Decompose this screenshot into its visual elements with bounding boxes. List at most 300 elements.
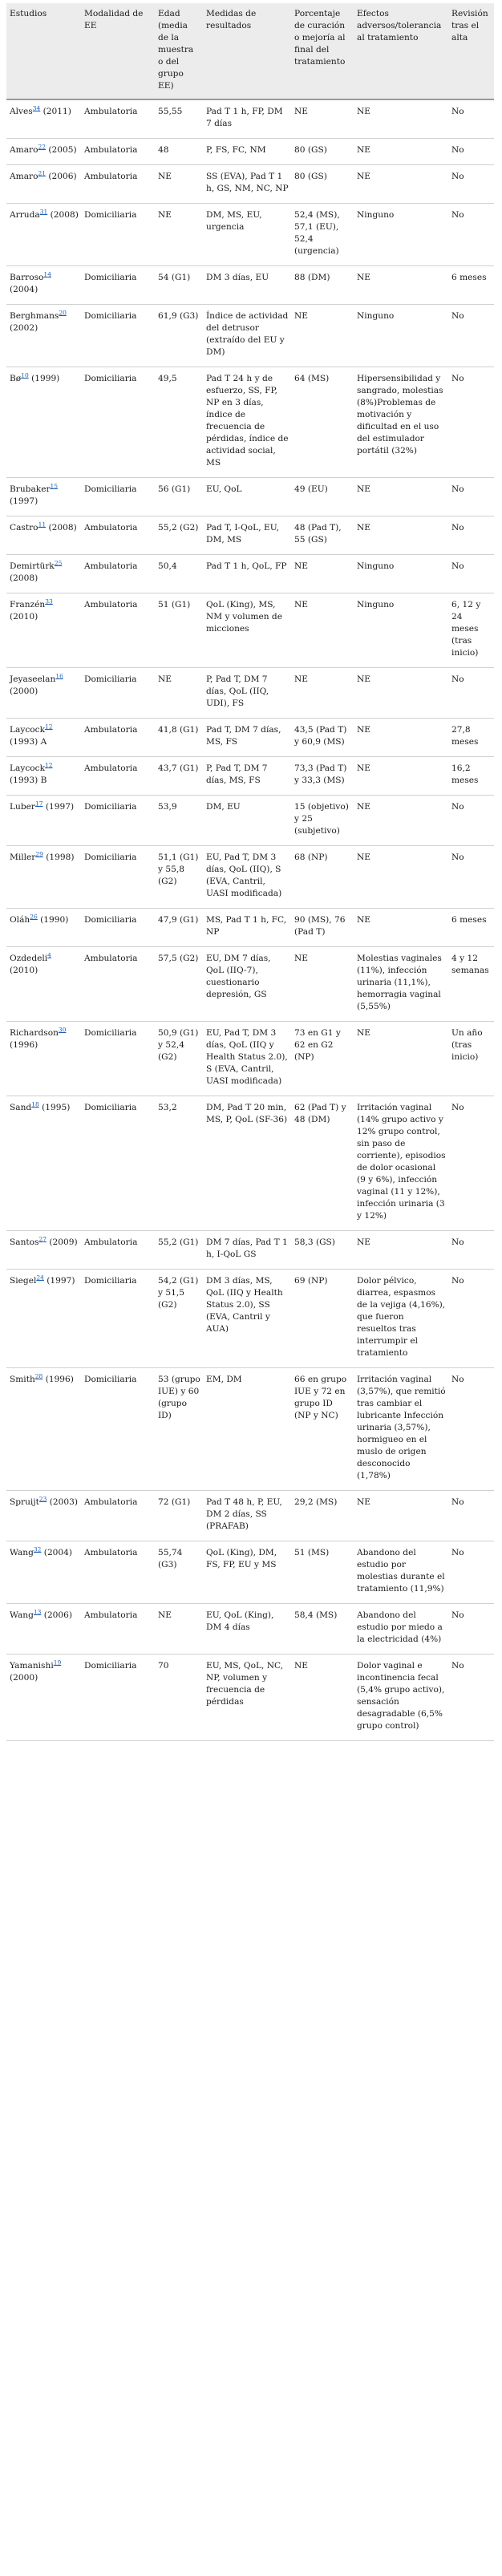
- age-cell: 55,55: [155, 99, 203, 139]
- study-author: Wang: [10, 1610, 34, 1620]
- study-cell: [6, 266, 81, 305]
- adverse-effects-cell: NE: [354, 478, 448, 516]
- study-cell: [6, 204, 81, 266]
- study-author: Laycock: [10, 725, 45, 735]
- modality-cell: Domiciliaria: [81, 668, 155, 719]
- study-year: (1997): [43, 1276, 75, 1286]
- modality-cell: Ambulatoria: [81, 947, 155, 1022]
- review-cell: No: [448, 1096, 494, 1231]
- modality-cell: Ambulatoria: [81, 1231, 155, 1270]
- measures-cell: EU, Pad T, DM 3 días, QoL (IIQ y Health Status 2.0), S (EVA, Cantril, UASI modificada): [203, 1022, 291, 1096]
- adverse-effects-cell: NE: [354, 719, 448, 757]
- measures-cell: DM 3 días, EU: [203, 266, 291, 305]
- review-cell: No: [448, 1270, 494, 1368]
- modality-cell: Domiciliaria: [81, 846, 155, 909]
- age-cell: 57,5 (G2): [155, 947, 203, 1022]
- review-cell: No: [448, 99, 494, 139]
- cure-rate-cell: 52,4 (MS), 57,1 (EU), 52,4 (urgencia): [291, 204, 354, 266]
- measures-cell: P, Pad T, DM 7 días, MS, FS: [203, 757, 291, 796]
- study-author: Ozdedeli: [10, 954, 48, 963]
- cure-rate-cell: 58,4 (MS): [291, 1604, 354, 1655]
- age-cell: 53 (grupo IUE) y 60 (grupo ID): [155, 1368, 203, 1491]
- cure-rate-cell: 58,3 (GS): [291, 1231, 354, 1270]
- age-cell: NE: [155, 204, 203, 266]
- adverse-effects-cell: Abandono del estudio por miedo a la electricidad (4%): [354, 1604, 448, 1655]
- study-author: Franzén: [10, 600, 46, 610]
- study-cell: [6, 555, 81, 593]
- header-age: Edad (media de la muestra o del grupo EE): [155, 3, 203, 99]
- header-row: [6, 3, 494, 99]
- study-cell: [6, 846, 81, 909]
- header-review: Revisión tras el alta: [448, 3, 494, 99]
- review-cell: No: [448, 1655, 494, 1741]
- study-cell: [6, 1231, 81, 1270]
- study-author: Demirtürk: [10, 561, 55, 571]
- review-cell: No: [448, 1541, 494, 1604]
- cure-rate-cell: 88 (DM): [291, 266, 354, 305]
- reference-link[interactable]: 33: [45, 597, 53, 606]
- study-year: (2008): [46, 523, 77, 533]
- table-row: [6, 1541, 494, 1604]
- study-author: Arruda: [10, 210, 40, 220]
- study-cell: [6, 305, 81, 367]
- measures-cell: Pad T 24 h y de esfuerzo, SS, FP, NP en 3 días, índice de frecuencia de pérdidas, índice de actividad social, MS: [203, 367, 291, 478]
- table-row: [6, 796, 494, 846]
- review-cell: 4 y 12 semanas: [448, 947, 494, 1022]
- review-cell: No: [448, 668, 494, 719]
- measures-cell: DM, MS, EU, urgencia: [203, 204, 291, 266]
- table-body: [6, 99, 494, 1741]
- study-year: (2000): [10, 687, 38, 696]
- table-row: [6, 947, 494, 1022]
- modality-cell: Ambulatoria: [81, 1491, 155, 1541]
- adverse-effects-cell: Molestias vaginales (11%), infección urinaria (11,1%), hemorragia vaginal (5,55%): [354, 947, 448, 1022]
- study-year: (2011): [40, 107, 71, 116]
- review-cell: No: [448, 796, 494, 846]
- table-row: [6, 1604, 494, 1655]
- table-row: [6, 909, 494, 947]
- study-year: (1996): [43, 1375, 74, 1384]
- adverse-effects-cell: Hipersensibilidad y sangrado, molestias (8%)Problemas de motivación y dificultad en el uso del estimulador portátil (32%): [354, 367, 448, 478]
- reference-link[interactable]: 4: [47, 951, 51, 959]
- reference-link[interactable]: 20: [59, 309, 67, 317]
- review-cell: 6 meses: [448, 266, 494, 305]
- cure-rate-cell: 51 (MS): [291, 1541, 354, 1604]
- table-row: [6, 1096, 494, 1231]
- adverse-effects-cell: NE: [354, 266, 448, 305]
- adverse-effects-cell: NE: [354, 1491, 448, 1541]
- cure-rate-cell: NE: [291, 593, 354, 668]
- table-row: [6, 1655, 494, 1741]
- age-cell: 41,8 (G1): [155, 719, 203, 757]
- table-row: [6, 757, 494, 796]
- studies-table: [6, 3, 494, 1741]
- review-cell: No: [448, 1368, 494, 1491]
- cure-rate-cell: 62 (Pad T) y 48 (DM): [291, 1096, 354, 1231]
- adverse-effects-cell: Ninguno: [354, 555, 448, 593]
- adverse-effects-cell: Irritación vaginal (3,57%), que remitió tras cambiar el lubricante Infección urinaria (3,57%), hormigueo en el muslo de origen desconocido (1,78%): [354, 1368, 448, 1491]
- reference-link[interactable]: 12: [45, 723, 53, 731]
- adverse-effects-cell: Dolor vaginal e incontinencia fecal (5,4% grupo activo), sensación desagradable (6,5% grupo control): [354, 1655, 448, 1741]
- reference-link[interactable]: 22: [38, 143, 47, 151]
- measures-cell: P, FS, FC, NM: [203, 139, 291, 165]
- age-cell: 54 (G1): [155, 266, 203, 305]
- reference-link[interactable]: 18: [31, 1100, 39, 1108]
- review-cell: No: [448, 516, 494, 555]
- modality-cell: Domiciliaria: [81, 305, 155, 367]
- age-cell: 72 (G1): [155, 1491, 203, 1541]
- table-row: [6, 165, 494, 204]
- modality-cell: Ambulatoria: [81, 593, 155, 668]
- table-row: [6, 266, 494, 305]
- table-row: [6, 1491, 494, 1541]
- study-cell: [6, 1491, 81, 1541]
- table-row: [6, 555, 494, 593]
- study-cell: [6, 139, 81, 165]
- modality-cell: Domiciliaria: [81, 909, 155, 947]
- reference-link[interactable]: 13: [33, 1608, 42, 1616]
- table-row: [6, 846, 494, 909]
- measures-cell: SS (EVA), Pad T 1 h, GS, NM, NC, NP: [203, 165, 291, 204]
- study-year: (1997): [10, 496, 38, 506]
- table-row: [6, 1022, 494, 1096]
- header-modality: Modalidad de EE: [81, 3, 155, 99]
- review-cell: No: [448, 165, 494, 204]
- measures-cell: DM, Pad T 20 min, MS, P, QoL (SF-36): [203, 1096, 291, 1231]
- adverse-effects-cell: Ninguno: [354, 204, 448, 266]
- table-row: [6, 668, 494, 719]
- age-cell: 61,9 (G3): [155, 305, 203, 367]
- cure-rate-cell: 29,2 (MS): [291, 1491, 354, 1541]
- measures-cell: MS, Pad T 1 h, FC, NP: [203, 909, 291, 947]
- study-year: (2000): [10, 1673, 38, 1683]
- study-cell: [6, 593, 81, 668]
- adverse-effects-cell: NE: [354, 909, 448, 947]
- adverse-effects-cell: Abandono del estudio por molestias durante el tratamiento (11,9%): [354, 1541, 448, 1604]
- study-year: (1993) B: [10, 776, 47, 785]
- measures-cell: QoL (King), DM, FS, FP, EU y MS: [203, 1541, 291, 1604]
- adverse-effects-cell: NE: [354, 99, 448, 139]
- age-cell: NE: [155, 165, 203, 204]
- study-author: Oláh: [10, 915, 30, 925]
- review-cell: Un año (tras inicio): [448, 1022, 494, 1096]
- table-row: [6, 719, 494, 757]
- review-cell: No: [448, 1231, 494, 1270]
- study-year: (2002): [10, 323, 38, 333]
- age-cell: 51 (G1): [155, 593, 203, 668]
- reference-link[interactable]: 10: [21, 371, 29, 379]
- study-year: (2005): [46, 145, 77, 155]
- reference-link[interactable]: 31: [39, 208, 48, 216]
- review-cell: 6, 12 y 24 meses (tras inicio): [448, 593, 494, 668]
- study-year: (1998): [43, 853, 75, 862]
- study-year: (1995): [38, 1103, 71, 1112]
- reference-link[interactable]: 28: [34, 1372, 43, 1380]
- study-author: Spruijt: [10, 1497, 39, 1507]
- age-cell: 54,2 (G1) y 51,5 (G2): [155, 1270, 203, 1368]
- cure-rate-cell: 66 en grupo IUE y 72 en grupo ID (NP y NC): [291, 1368, 354, 1491]
- reference-link[interactable]: 25: [54, 559, 63, 567]
- review-cell: No: [448, 305, 494, 367]
- study-author: Amaro: [10, 172, 38, 181]
- modality-cell: Domiciliaria: [81, 1022, 155, 1096]
- table-row: [6, 139, 494, 165]
- table-header: [6, 3, 494, 99]
- measures-cell: EU, DM 7 días, QoL (IIQ-7), cuestionario depresión, GS: [203, 947, 291, 1022]
- reference-link[interactable]: 21: [38, 169, 47, 177]
- age-cell: 43,7 (G1): [155, 757, 203, 796]
- study-author: Laycock: [10, 763, 45, 773]
- reference-link[interactable]: 16: [55, 672, 63, 680]
- measures-cell: Pad T 1 h, FP, DM 7 días: [203, 99, 291, 139]
- cure-rate-cell: 69 (NP): [291, 1270, 354, 1368]
- studies-table-container: [6, 0, 496, 1741]
- cure-rate-cell: NE: [291, 668, 354, 719]
- age-cell: 55,74 (G3): [155, 1541, 203, 1604]
- cure-rate-cell: NE: [291, 947, 354, 1022]
- study-year: (2004): [41, 1548, 73, 1557]
- reference-link[interactable]: 11: [38, 520, 47, 529]
- reference-link[interactable]: 29: [35, 850, 43, 858]
- measures-cell: Pad T, I-QoL, EU, DM, MS: [203, 516, 291, 555]
- age-cell: 56 (G1): [155, 478, 203, 516]
- study-cell: [6, 165, 81, 204]
- cure-rate-cell: 73,3 (Pad T) y 33,3 (MS): [291, 757, 354, 796]
- age-cell: 55,2 (G1): [155, 1231, 203, 1270]
- review-cell: No: [448, 1604, 494, 1655]
- review-cell: No: [448, 367, 494, 478]
- age-cell: 49,5: [155, 367, 203, 478]
- table-row: [6, 1270, 494, 1368]
- adverse-effects-cell: Ninguno: [354, 305, 448, 367]
- modality-cell: Ambulatoria: [81, 719, 155, 757]
- reference-link[interactable]: 30: [58, 1026, 67, 1034]
- measures-cell: DM, EU: [203, 796, 291, 846]
- study-year: (1999): [28, 374, 60, 383]
- header-studies: Estudios: [6, 3, 81, 99]
- modality-cell: Domiciliaria: [81, 1655, 155, 1741]
- header-measures: Medidas de resultados: [203, 3, 291, 99]
- measures-cell: DM 7 días, Pad T 1 h, I-QoL GS: [203, 1231, 291, 1270]
- age-cell: 55,2 (G2): [155, 516, 203, 555]
- measures-cell: Pad T, DM 7 días, MS, FS: [203, 719, 291, 757]
- measures-cell: Pad T 1 h, QoL, FP: [203, 555, 291, 593]
- review-cell: No: [448, 846, 494, 909]
- age-cell: 51,1 (G1) y 55,8 (G2): [155, 846, 203, 909]
- study-cell: [6, 478, 81, 516]
- study-author: Siegel: [10, 1276, 37, 1286]
- modality-cell: Ambulatoria: [81, 516, 155, 555]
- age-cell: 50,9 (G1) y 52,4 (G2): [155, 1022, 203, 1096]
- study-year: (1993) A: [10, 737, 47, 747]
- study-author: Santos: [10, 1237, 39, 1247]
- study-author: Berghmans: [10, 311, 59, 321]
- study-year: (2006): [41, 1610, 73, 1620]
- adverse-effects-cell: NE: [354, 1022, 448, 1096]
- study-author: Brubaker: [10, 484, 51, 494]
- modality-cell: Domiciliaria: [81, 204, 155, 266]
- study-author: Miller: [10, 853, 36, 862]
- study-cell: [6, 1604, 81, 1655]
- study-author: Sand: [10, 1103, 32, 1112]
- reference-link[interactable]: 17: [34, 800, 43, 808]
- study-year: (1990): [37, 915, 69, 925]
- study-year: (2010): [10, 966, 38, 975]
- study-cell: [6, 516, 81, 555]
- reference-link[interactable]: 26: [30, 913, 38, 921]
- table-row: [6, 593, 494, 668]
- table-row: [6, 367, 494, 478]
- review-cell: 16,2 meses: [448, 757, 494, 796]
- measures-cell: QoL (King), MS, NM y volumen de micciones: [203, 593, 291, 668]
- measures-cell: EU, Pad T, DM 3 días, QoL (IIQ), S (EVA, Cantril, UASI modificada): [203, 846, 291, 909]
- table-row: [6, 305, 494, 367]
- study-year: (1997): [43, 802, 75, 812]
- study-author: Richardson: [10, 1028, 59, 1038]
- table-row: [6, 1368, 494, 1491]
- reference-link[interactable]: 15: [50, 482, 59, 490]
- study-author: Luber: [10, 802, 35, 812]
- cure-rate-cell: 49 (EU): [291, 478, 354, 516]
- modality-cell: Domiciliaria: [81, 1096, 155, 1231]
- review-cell: No: [448, 204, 494, 266]
- reference-link[interactable]: 27: [38, 1235, 47, 1243]
- adverse-effects-cell: NE: [354, 1231, 448, 1270]
- adverse-effects-cell: NE: [354, 139, 448, 165]
- age-cell: 53,9: [155, 796, 203, 846]
- measures-cell: P, Pad T, DM 7 días, QoL (IIQ, UDI), FS: [203, 668, 291, 719]
- study-author: Smith: [10, 1375, 35, 1384]
- study-author: Amaro: [10, 145, 38, 155]
- modality-cell: Ambulatoria: [81, 139, 155, 165]
- table-row: [6, 1231, 494, 1270]
- modality-cell: Ambulatoria: [81, 555, 155, 593]
- cure-rate-cell: NE: [291, 305, 354, 367]
- adverse-effects-cell: Ninguno: [354, 593, 448, 668]
- cure-rate-cell: 48 (Pad T), 55 (GS): [291, 516, 354, 555]
- modality-cell: Ambulatoria: [81, 1604, 155, 1655]
- study-author: Yamanishi: [10, 1661, 54, 1671]
- study-year: (2006): [46, 172, 77, 181]
- modality-cell: Domiciliaria: [81, 478, 155, 516]
- adverse-effects-cell: Irritación vaginal (14% grupo activo y 12% grupo control, sin paso de corriente), episodios de dolor ocasional (9 y 6%), infección vaginal (11 y 12%), infección urinaria (3 y 12%): [354, 1096, 448, 1231]
- reference-link[interactable]: 34: [32, 104, 41, 112]
- table-row: [6, 99, 494, 139]
- adverse-effects-cell: NE: [354, 846, 448, 909]
- cure-rate-cell: 68 (NP): [291, 846, 354, 909]
- measures-cell: EU, QoL (King), DM 4 días: [203, 1604, 291, 1655]
- cure-rate-cell: 90 (MS), 76 (Pad T): [291, 909, 354, 947]
- cure-rate-cell: NE: [291, 555, 354, 593]
- header-cure-rate: Porcentaje de curación o mejoría al final del tratamiento: [291, 3, 354, 99]
- review-cell: No: [448, 139, 494, 165]
- modality-cell: Domiciliaria: [81, 367, 155, 478]
- cure-rate-cell: 80 (GS): [291, 139, 354, 165]
- review-cell: No: [448, 1491, 494, 1541]
- study-cell: [6, 947, 81, 1022]
- study-cell: [6, 1022, 81, 1096]
- measures-cell: EU, MS, QoL, NC, NP, volumen y frecuencia de pérdidas: [203, 1655, 291, 1741]
- study-cell: [6, 99, 81, 139]
- adverse-effects-cell: NE: [354, 757, 448, 796]
- study-cell: [6, 1541, 81, 1604]
- study-author: Bø: [10, 374, 22, 383]
- measures-cell: DM 3 días, MS, QoL (IIQ y Health Status 2.0), SS (EVA, Cantril y AUA): [203, 1270, 291, 1368]
- table-row: [6, 204, 494, 266]
- cure-rate-cell: NE: [291, 1655, 354, 1741]
- reference-link[interactable]: 19: [53, 1659, 62, 1667]
- measures-cell: Índice de actividad del detrusor (extraído del EU y DM): [203, 305, 291, 367]
- study-cell: [6, 1368, 81, 1491]
- study-author: Castro: [10, 523, 38, 533]
- review-cell: No: [448, 478, 494, 516]
- modality-cell: Domiciliaria: [81, 1368, 155, 1491]
- modality-cell: Ambulatoria: [81, 99, 155, 139]
- modality-cell: Ambulatoria: [81, 165, 155, 204]
- review-cell: No: [448, 555, 494, 593]
- age-cell: 47,9 (G1): [155, 909, 203, 947]
- modality-cell: Ambulatoria: [81, 757, 155, 796]
- study-author: Jeyaseelan: [10, 674, 56, 684]
- reference-link[interactable]: 14: [43, 270, 51, 278]
- modality-cell: Domiciliaria: [81, 266, 155, 305]
- measures-cell: EM, DM: [203, 1368, 291, 1491]
- age-cell: NE: [155, 668, 203, 719]
- study-year: (2008): [47, 210, 79, 220]
- measures-cell: Pad T 48 h, P, EU, DM 2 días, SS (PRAFAB): [203, 1491, 291, 1541]
- study-year: (1996): [10, 1040, 38, 1050]
- adverse-effects-cell: NE: [354, 516, 448, 555]
- adverse-effects-cell: Dolor pélvico, diarrea, espasmos de la vejiga (4,16%), que fueron resueltos tras interrumpir el tratamiento: [354, 1270, 448, 1368]
- study-year: (2010): [10, 612, 38, 622]
- reference-link[interactable]: 23: [38, 1495, 47, 1503]
- cure-rate-cell: 80 (GS): [291, 165, 354, 204]
- measures-cell: EU, QoL: [203, 478, 291, 516]
- study-year: (2008): [10, 573, 38, 583]
- age-cell: 50,4: [155, 555, 203, 593]
- reference-link[interactable]: 24: [36, 1274, 44, 1282]
- age-cell: 70: [155, 1655, 203, 1741]
- review-cell: 6 meses: [448, 909, 494, 947]
- adverse-effects-cell: NE: [354, 668, 448, 719]
- modality-cell: Domiciliaria: [81, 1270, 155, 1368]
- cure-rate-cell: 64 (MS): [291, 367, 354, 478]
- adverse-effects-cell: NE: [354, 165, 448, 204]
- study-author: Wang: [10, 1548, 34, 1557]
- study-cell: [6, 796, 81, 846]
- cure-rate-cell: 43,5 (Pad T) y 60,9 (MS): [291, 719, 354, 757]
- age-cell: 48: [155, 139, 203, 165]
- study-cell: [6, 757, 81, 796]
- reference-link[interactable]: 32: [33, 1545, 42, 1553]
- study-cell: [6, 1655, 81, 1741]
- study-cell: [6, 668, 81, 719]
- study-cell: [6, 367, 81, 478]
- study-cell: [6, 1270, 81, 1368]
- study-year: (2009): [47, 1237, 78, 1247]
- modality-cell: Domiciliaria: [81, 796, 155, 846]
- reference-link[interactable]: 12: [45, 761, 53, 769]
- age-cell: 53,2: [155, 1096, 203, 1231]
- modality-cell: Ambulatoria: [81, 1541, 155, 1604]
- adverse-effects-cell: NE: [354, 796, 448, 846]
- cure-rate-cell: 73 en G1 y 62 en G2 (NP): [291, 1022, 354, 1096]
- age-cell: NE: [155, 1604, 203, 1655]
- study-cell: [6, 909, 81, 947]
- study-year: (2004): [10, 285, 38, 294]
- study-cell: [6, 719, 81, 757]
- cure-rate-cell: 15 (objetivo) y 25 (subjetivo): [291, 796, 354, 846]
